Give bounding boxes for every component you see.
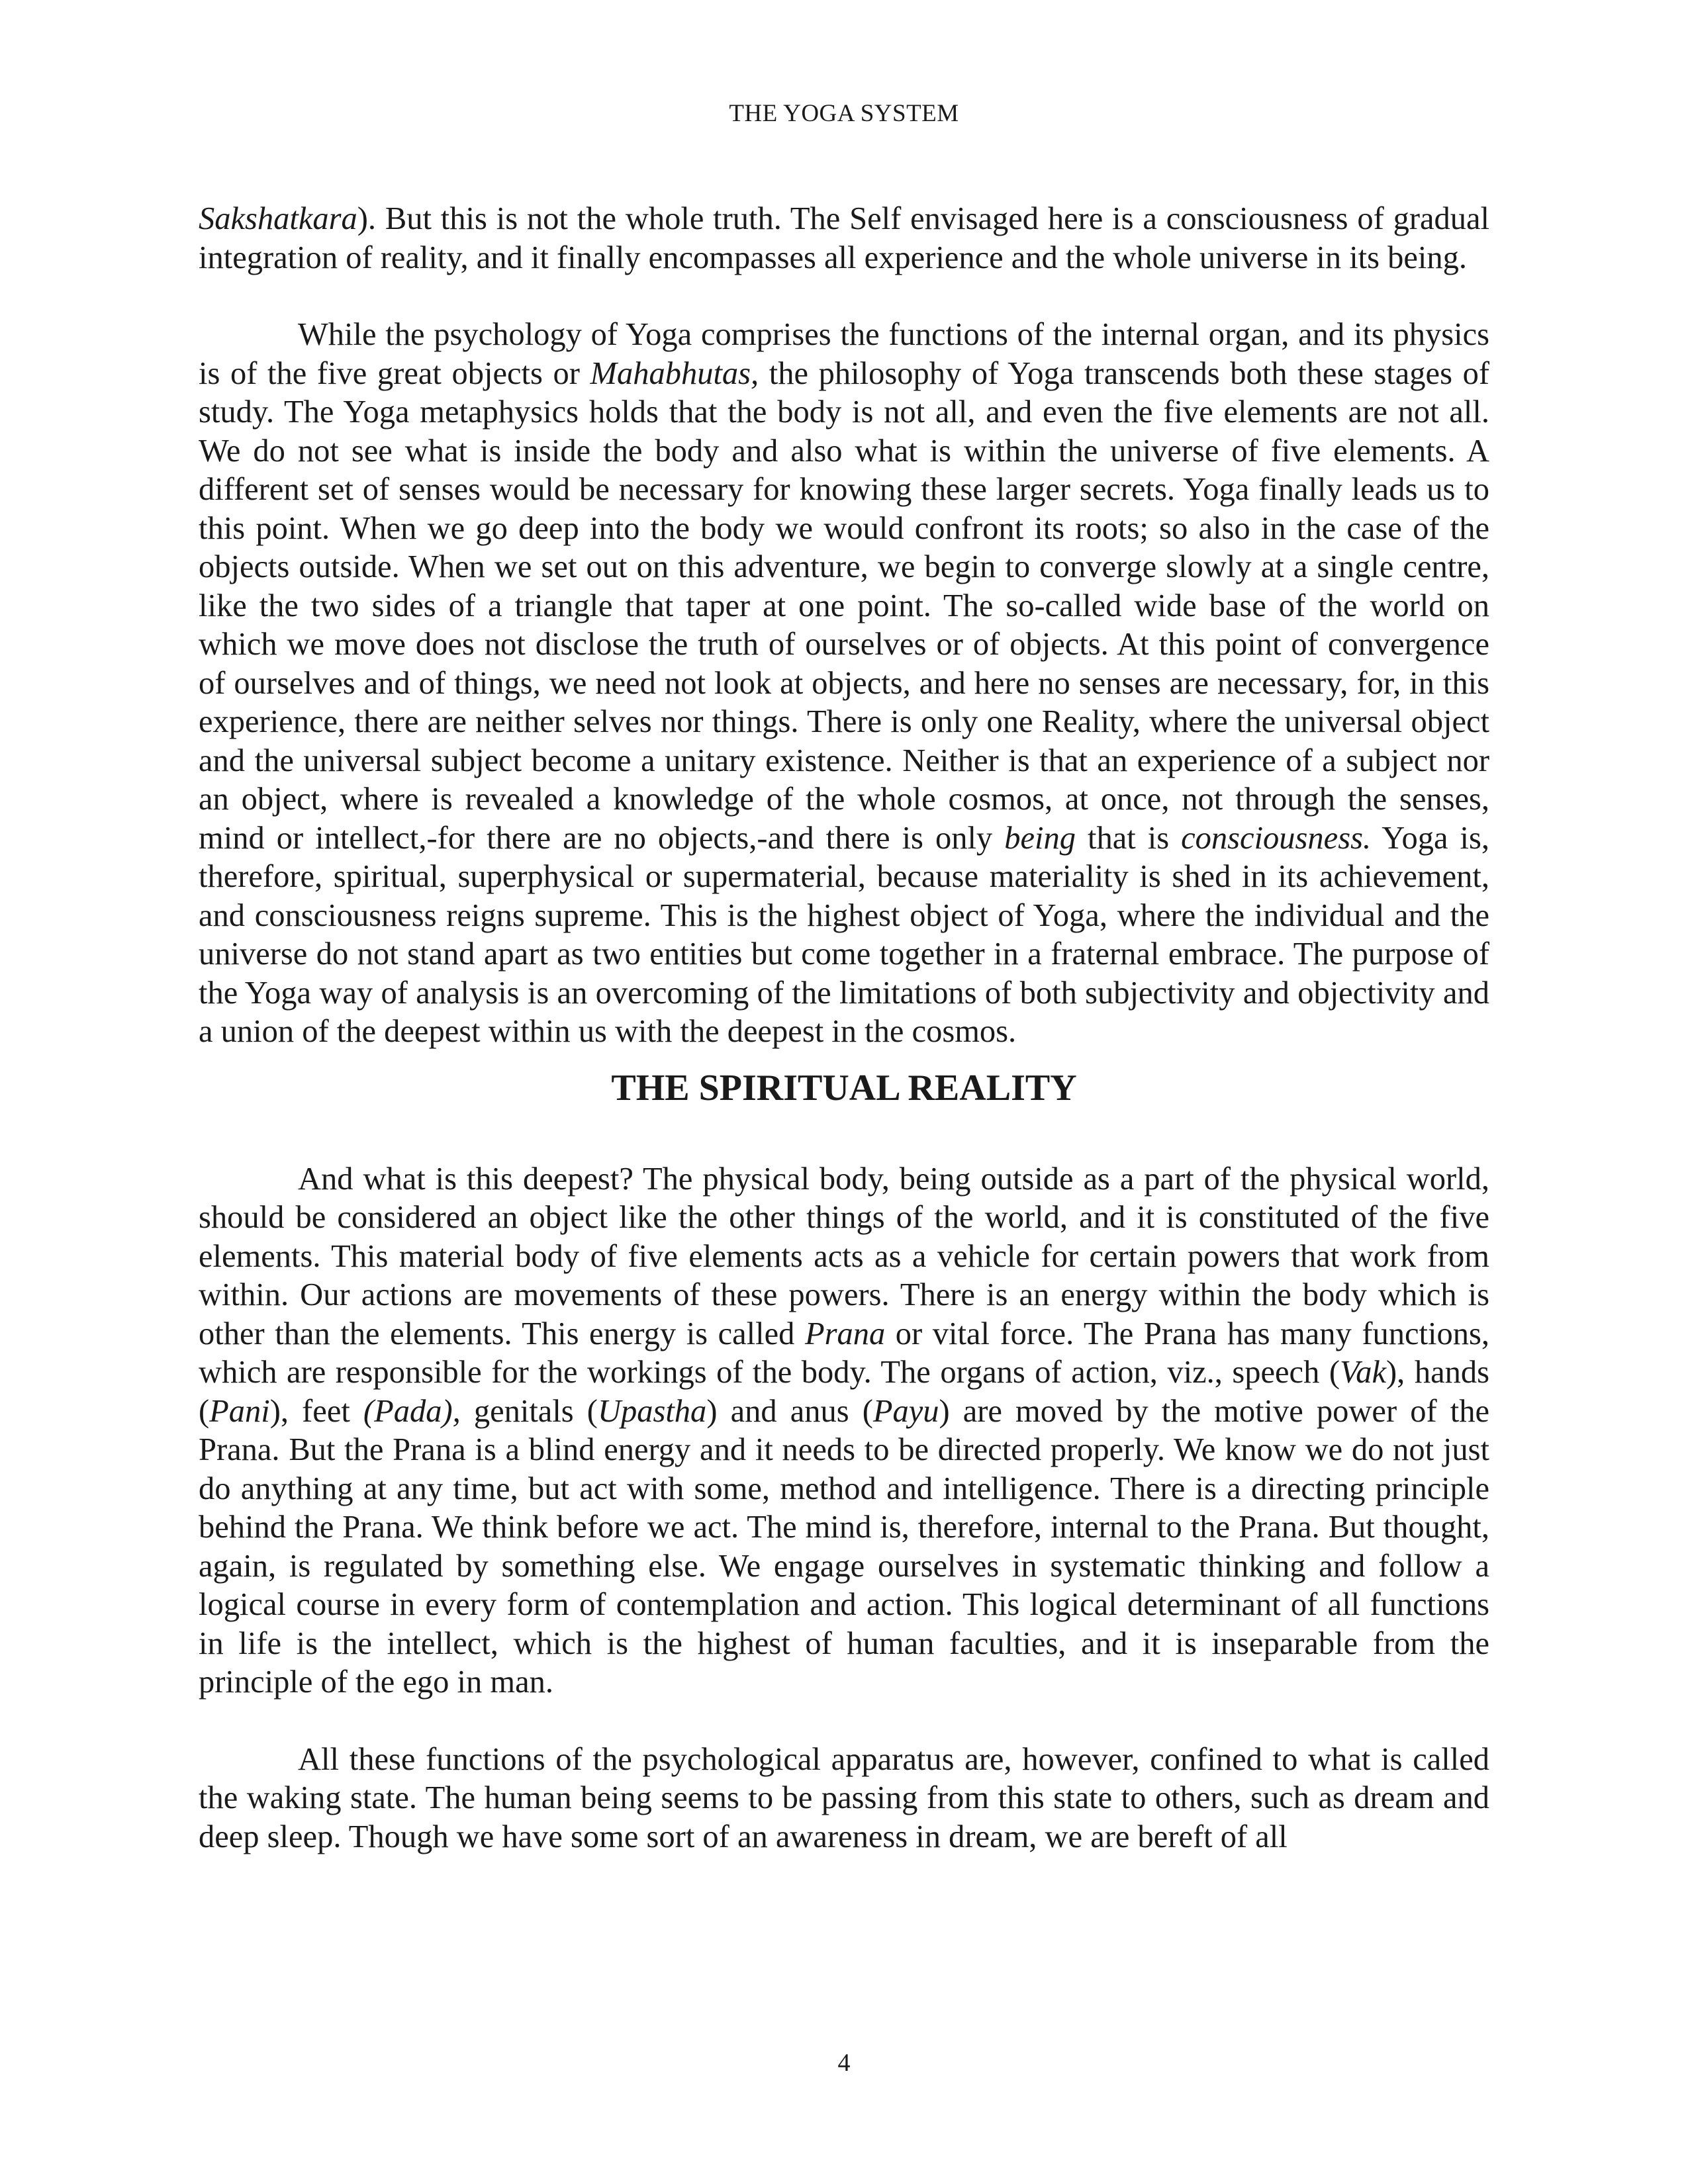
section-heading: THE SPIRITUAL REALITY	[611, 1067, 1077, 1109]
paragraph-2-text-b: the philosophy of Yoga transcends both these stages of study. The Yoga metaphysics holds that the body is not all, and even the five elements are not all. We do not see what is inside the body and also what is within the universe of five elements. A different set of senses would be necessary for knowing these larger secrets. Yoga finally leads us to this point. When we go deep into the body we would confront its roots; so also in the case of the objects outside. When we set out on this adventure, we begin to converge slowly at a single centre, like the two sides of a triangle that taper at one point. The so-called wide base of the world on which we move does not disclose the truth of ourselves or of objects. At this point of convergence of ourselves and of things, we need not look at objects, and here no senses are necessary, for, in this experience, there are neither selves nor things. There is only one Reality, where the universal object and the universal subject become a unitary existence. Neither is that an experience of a subject nor an object, where is revealed a knowledge of the whole cosmos, at once, not through the senses, mind or intellect,-for there are no objects,-and there is only	[199, 355, 1489, 856]
paragraph-1-text: ). But this is not the whole truth. The Self envisaged here is a consciousness of gradual integration of reality, and it finally encompasses all experience and the whole universe in its being.	[199, 201, 1489, 275]
paragraph-4-text: All these functions of the psychological apparatus are, however, confined to what is called the waking state. The human being seems to be passing from this state to others, such as dream and deep sleep. Though we have some sort of an awareness in dream, we are bereft of all	[199, 1741, 1489, 1854]
page-number: 4	[837, 2049, 851, 2077]
paragraph-3-text-b: or vital force. The Prana has many functions, which are responsible for the workings of the body. The organs of action, viz., speech (	[199, 1316, 1489, 1390]
term-vak: Vak	[1340, 1355, 1387, 1390]
paragraph-2-text-a: While the psychology of Yoga comprises the functions of the internal organ, and its physics is of the five great objects or	[199, 317, 1489, 391]
paragraph-3-text-a: And what is this deepest? The physical body, being outside as a part of the physical world, should be considered an object like the other things of the world, and it is constituted of the five elements. This material body of five elements acts as a vehicle for certain powers that work from within. Our actions are movements of these powers. There is an energy within the body which is other than the elements. This energy is called	[199, 1161, 1489, 1351]
term-consciousness: consciousness.	[1181, 820, 1372, 856]
paragraph-2-text-c: that is	[1075, 820, 1182, 856]
term-pada: (Pada),	[363, 1393, 461, 1429]
term-upastha: Upastha	[597, 1393, 707, 1429]
paragraph-3-text-e: genitals (	[460, 1393, 598, 1429]
page-body	[199, 200, 1489, 1856]
paragraph-3-text-g: ) are moved by the motive power of the Prana. But the Prana is a blind energy and it needs to be directed properly. We know we do not just do anything at any time, but act with some, method and intelligence. There is a directing principle behind the Prana. We think before we act. The mind is, therefore, internal to the Prana. But thought, again, is regulated by something else. We engage ourselves in systematic thinking and follow a logical course in every form of contemplation and action. This logical determinant of all functions in life is the intellect, which is the highest of human faculties, and it is inseparable from the principle of the ego in man.	[199, 1393, 1489, 1700]
term-payu: Payu	[872, 1393, 939, 1429]
paragraph-1	[199, 200, 1489, 277]
paragraph-3-text-c: ), hands (	[199, 1355, 1489, 1429]
term-prana: Prana	[804, 1316, 886, 1351]
paragraph-3	[199, 1160, 1489, 1702]
term-mahabhutas: Mahabhutas,	[590, 355, 759, 391]
term-pani: Pani	[209, 1393, 270, 1429]
paragraph-4	[199, 1741, 1489, 1857]
paragraph-gap	[199, 1702, 1489, 1741]
paragraph-gap	[199, 277, 1489, 316]
paragraph-2	[199, 316, 1489, 1052]
paragraph-3-text-d: ), feet	[269, 1393, 363, 1429]
paragraph-3-text-f: ) and anus (	[706, 1393, 873, 1429]
paragraph-2-text-d: Yoga is, therefore, spiritual, superphysical or supermaterial, because materiality is shed in its achievement, and consciousness reigns supreme. This is the highest object of Yoga, where the individual and the universe do not stand apart as two entities but come together in a fraternal embrace. The purpose of the Yoga way of analysis is an overcoming of the limitations of both subjectivity and objectivity and a union of the deepest within us with the deepest in the cosmos.	[199, 820, 1490, 1049]
running-header: THE YOGA SYSTEM	[729, 100, 959, 127]
term-being: being	[1004, 820, 1076, 856]
term-sakshatkara: Sakshatkara	[199, 201, 357, 236]
